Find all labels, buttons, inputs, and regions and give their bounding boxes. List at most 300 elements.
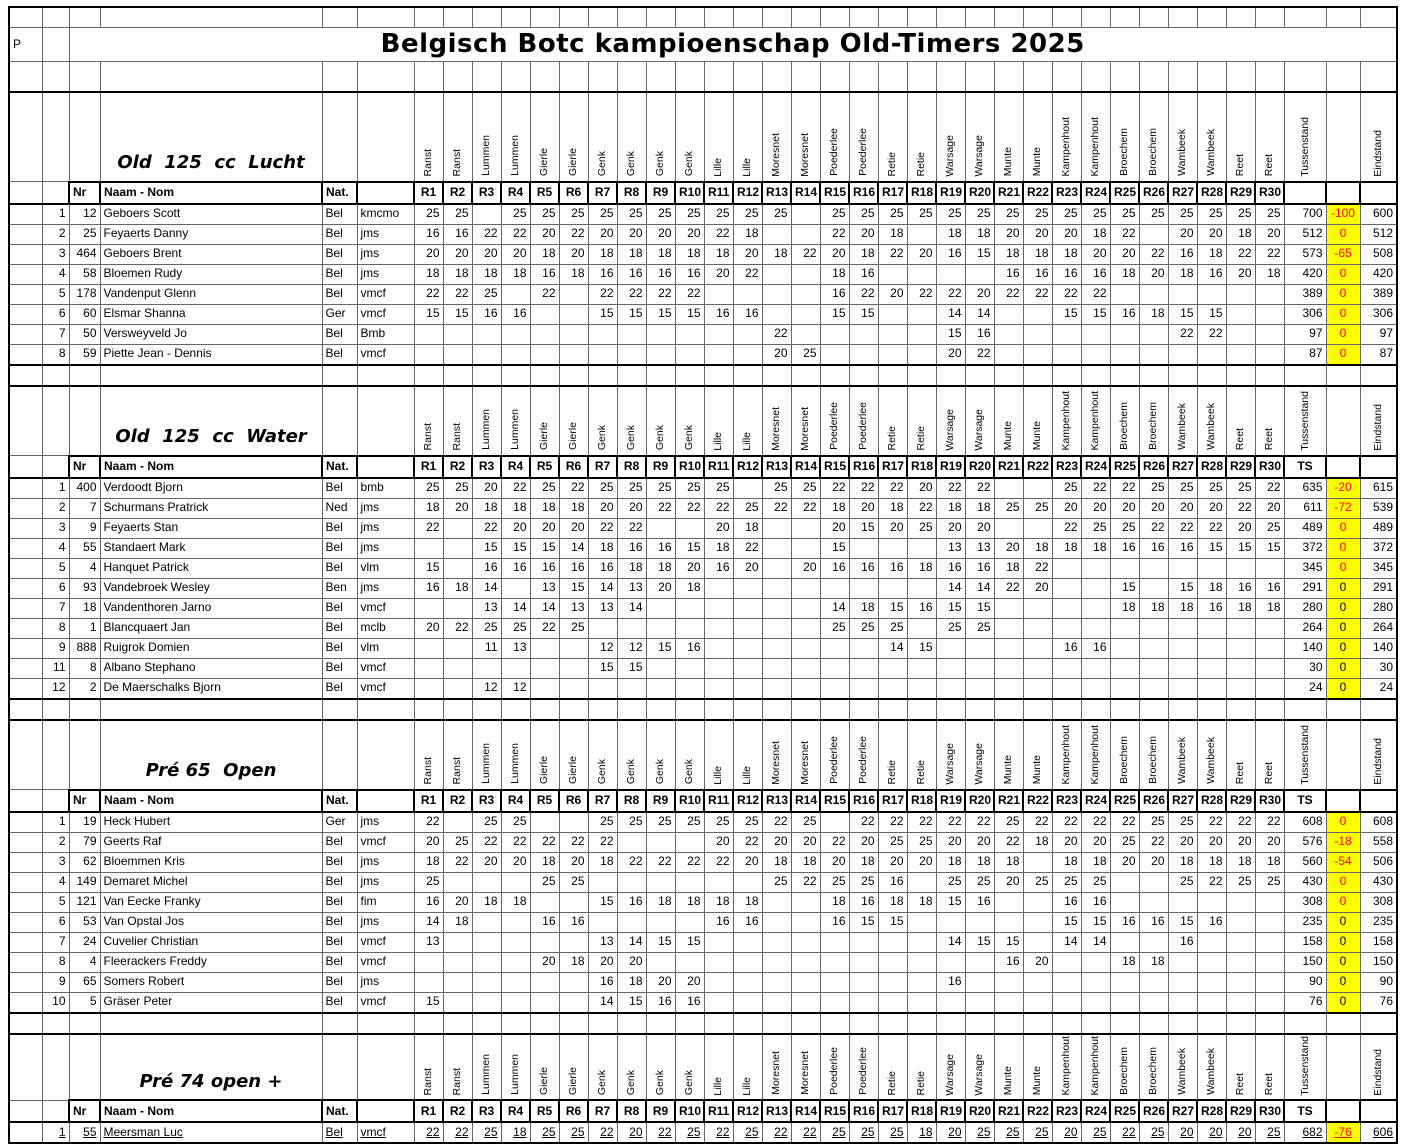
club-cell: mclb: [357, 618, 414, 638]
score-cell: 13: [559, 598, 588, 618]
score-cell: 18: [849, 244, 878, 264]
grid-cell: [1284, 62, 1326, 92]
nationality-cell: Bel: [322, 558, 357, 578]
score-cell: [1023, 598, 1052, 618]
location-header: [1081, 720, 1110, 790]
score-cell: 13: [472, 598, 501, 618]
score-cell: [965, 972, 994, 992]
score-cell: 22: [443, 284, 472, 304]
round-header: R10: [675, 182, 704, 204]
score-cell: [1110, 344, 1139, 365]
score-cell: [443, 992, 472, 1013]
grid-cell: [530, 699, 559, 720]
grid-cell: [588, 365, 617, 386]
score-cell: 18: [994, 852, 1023, 872]
score-cell: 25: [733, 812, 762, 833]
nat-header: Nat.: [322, 790, 357, 812]
score-cell: 25: [820, 872, 849, 892]
round-header: R8: [617, 790, 646, 812]
location-header: [443, 1034, 472, 1101]
score-cell: [472, 204, 501, 225]
position-cell: 8: [42, 344, 69, 365]
score-cell: 25: [1197, 478, 1226, 499]
grid-cell: [69, 1013, 100, 1034]
score-cell: 15: [1081, 912, 1110, 932]
club-cell: vmcf: [357, 992, 414, 1013]
location-header-label: Wambeek: [1176, 403, 1188, 451]
score-cell: [414, 598, 443, 618]
eindstand-header: [1360, 386, 1397, 456]
score-cell: [849, 932, 878, 952]
nationality-cell: Bel: [322, 204, 357, 225]
eindstand-cell: 506: [1360, 852, 1397, 872]
score-cell: [1226, 304, 1255, 324]
grid-cell: [791, 62, 820, 92]
score-cell: 25: [530, 478, 559, 499]
score-cell: 25: [1052, 204, 1081, 225]
score-cell: [704, 284, 733, 304]
score-cell: [472, 912, 501, 932]
score-cell: 22: [646, 852, 675, 872]
rider-name-cell: Van Opstal Jos: [100, 912, 322, 932]
margin-cell: [9, 638, 42, 658]
name-header: Naam - Nom: [100, 182, 322, 204]
rider-name-cell: Vandenput Glenn: [100, 284, 322, 304]
nationality-cell: Bel: [322, 678, 357, 699]
score-cell: 22: [1197, 324, 1226, 344]
score-cell: [588, 324, 617, 344]
grid-cell: [1081, 7, 1110, 28]
grid-cell: [617, 699, 646, 720]
score-cell: [443, 972, 472, 992]
tussenstand-cell: 420: [1284, 264, 1326, 284]
score-cell: 18: [733, 518, 762, 538]
location-header-label: Genk: [596, 759, 608, 785]
score-cell: [588, 618, 617, 638]
round-header: R23: [1052, 456, 1081, 478]
round-header: R17: [878, 790, 907, 812]
score-cell: [1139, 992, 1168, 1013]
grid-cell: [322, 699, 357, 720]
score-cell: 20: [1110, 498, 1139, 518]
location-header-label: Lille: [741, 157, 753, 177]
club-cell: jms: [357, 578, 414, 598]
score-cell: [472, 972, 501, 992]
score-cell: [1168, 558, 1197, 578]
club-cell: vmcf: [357, 678, 414, 699]
position-cell: 3: [42, 244, 69, 264]
grid-cell: [414, 1013, 443, 1034]
location-header-label: Munte: [1002, 147, 1014, 177]
grid-cell: [1226, 365, 1255, 386]
score-cell: 15: [820, 538, 849, 558]
score-cell: [1255, 344, 1284, 365]
location-header: [1255, 1034, 1284, 1101]
location-header: [907, 720, 936, 790]
score-cell: 18: [994, 558, 1023, 578]
score-cell: 25: [1226, 204, 1255, 225]
score-cell: 20: [617, 224, 646, 244]
tussenstand-cell: 308: [1284, 892, 1326, 912]
score-cell: 18: [965, 852, 994, 872]
score-cell: [762, 538, 791, 558]
round-header: R7: [588, 182, 617, 204]
score-cell: [1226, 678, 1255, 699]
location-header-label: Gierle: [538, 148, 550, 177]
score-cell: 22: [1226, 812, 1255, 833]
score-cell: 15: [1110, 578, 1139, 598]
score-cell: 25: [1197, 204, 1226, 225]
score-cell: [1139, 284, 1168, 304]
score-cell: 20: [588, 498, 617, 518]
score-cell: [1168, 658, 1197, 678]
location-header: [1081, 92, 1110, 182]
rider-name-cell: Piette Jean - Dennis: [100, 344, 322, 365]
score-cell: 13: [501, 638, 530, 658]
position-cell: 7: [42, 324, 69, 344]
location-header-label: Gierle: [538, 422, 550, 451]
round-header: R16: [849, 456, 878, 478]
score-cell: 25: [1139, 812, 1168, 833]
score-cell: 25: [965, 1122, 994, 1143]
club-header: [357, 456, 414, 478]
grid-cell: [646, 365, 675, 386]
score-cell: [849, 324, 878, 344]
score-cell: [1255, 932, 1284, 952]
score-cell: [1023, 852, 1052, 872]
score-cell: [994, 478, 1023, 499]
rider-number-cell: 8: [69, 658, 100, 678]
location-header: [965, 386, 994, 456]
score-cell: [907, 324, 936, 344]
eindstand-cell: 539: [1360, 498, 1397, 518]
location-header-label: Retie: [886, 425, 898, 451]
margin-cell: [322, 720, 357, 790]
grid-cell: [42, 699, 69, 720]
rider-name-cell: Vandenthoren Jarno: [100, 598, 322, 618]
location-header-label: Warsage: [944, 408, 956, 451]
score-cell: 15: [530, 538, 559, 558]
location-header-label: Ranst: [422, 422, 434, 451]
rider-number-cell: 4: [69, 558, 100, 578]
location-header: [1110, 1034, 1139, 1101]
score-cell: 20: [675, 224, 704, 244]
score-cell: 15: [646, 638, 675, 658]
score-cell: [849, 638, 878, 658]
score-cell: [675, 678, 704, 699]
score-cell: [820, 344, 849, 365]
score-cell: 18: [675, 244, 704, 264]
score-cell: [1226, 344, 1255, 365]
round-header: R25: [1110, 182, 1139, 204]
score-cell: [617, 324, 646, 344]
location-header-label: Lille: [741, 431, 753, 451]
score-cell: [530, 972, 559, 992]
location-header-label: Retie: [915, 1070, 927, 1096]
score-cell: 18: [907, 1122, 936, 1143]
score-cell: 18: [588, 538, 617, 558]
score-cell: [588, 912, 617, 932]
score-cell: [733, 972, 762, 992]
location-header: [617, 386, 646, 456]
score-cell: 22: [1110, 1122, 1139, 1143]
score-cell: 18: [878, 498, 907, 518]
grid-cell: [69, 62, 100, 92]
score-cell: [414, 658, 443, 678]
round-header: R10: [675, 790, 704, 812]
score-cell: [1110, 678, 1139, 699]
name-header: Naam - Nom: [100, 790, 322, 812]
score-cell: 20: [1081, 244, 1110, 264]
score-cell: 20: [1197, 498, 1226, 518]
grid-cell: [994, 699, 1023, 720]
penalty-cell: -20: [1326, 478, 1360, 499]
club-cell: vmcf: [357, 304, 414, 324]
round-header: R19: [936, 456, 965, 478]
grid-cell: [907, 699, 936, 720]
round-header: R12: [733, 182, 762, 204]
club-cell: jms: [357, 244, 414, 264]
grid-cell: [965, 699, 994, 720]
grid-cell: [472, 365, 501, 386]
score-cell: 25: [675, 478, 704, 499]
score-cell: 16: [443, 224, 472, 244]
grid-cell: [762, 62, 791, 92]
location-header: [1139, 1034, 1168, 1101]
nationality-cell: Bel: [322, 284, 357, 304]
grid-cell: [1284, 7, 1326, 28]
score-cell: [936, 264, 965, 284]
score-cell: 18: [1139, 598, 1168, 618]
score-cell: 20: [1139, 498, 1168, 518]
score-cell: [820, 324, 849, 344]
rider-number-cell: 55: [69, 538, 100, 558]
score-cell: 20: [965, 832, 994, 852]
score-cell: [472, 932, 501, 952]
score-cell: 20: [588, 224, 617, 244]
score-cell: 16: [1023, 264, 1052, 284]
ts-header: TS: [1284, 456, 1326, 478]
page-title: Belgisch Botc kampioenschap Old-Timers 2025: [69, 28, 1397, 62]
eindstand-cell: 97: [1360, 324, 1397, 344]
tussenstand-cell: 306: [1284, 304, 1326, 324]
score-cell: 22: [733, 832, 762, 852]
club-header: [357, 182, 414, 204]
penalty-cell: 0: [1326, 812, 1360, 833]
grid-cell: [733, 7, 762, 28]
rider-number-cell: 24: [69, 932, 100, 952]
score-cell: 25: [646, 204, 675, 225]
score-cell: 20: [1197, 832, 1226, 852]
nationality-cell: Bel: [322, 324, 357, 344]
round-header: R18: [907, 790, 936, 812]
score-cell: 20: [936, 832, 965, 852]
score-cell: [994, 618, 1023, 638]
score-cell: 15: [588, 892, 617, 912]
round-header: R18: [907, 456, 936, 478]
score-cell: 22: [559, 224, 588, 244]
score-cell: [501, 992, 530, 1013]
round-header: R10: [675, 456, 704, 478]
rider-number-cell: 464: [69, 244, 100, 264]
score-cell: 25: [1139, 1122, 1168, 1143]
score-cell: [1255, 992, 1284, 1013]
round-header: R9: [646, 456, 675, 478]
score-cell: 14: [501, 598, 530, 618]
score-cell: [791, 264, 820, 284]
grid-cell: [322, 1013, 357, 1034]
round-header: R22: [1023, 182, 1052, 204]
score-cell: 15: [501, 538, 530, 558]
rider-number-cell: 888: [69, 638, 100, 658]
score-cell: [530, 344, 559, 365]
rider-name-cell: Geboers Scott: [100, 204, 322, 225]
score-cell: 16: [1168, 538, 1197, 558]
location-header: [1197, 720, 1226, 790]
score-cell: 25: [501, 204, 530, 225]
round-header: R6: [559, 182, 588, 204]
location-header-label: Wambeek: [1176, 1048, 1188, 1096]
tussenstand-cell: 576: [1284, 832, 1326, 852]
score-cell: 16: [733, 304, 762, 324]
round-header: R21: [994, 790, 1023, 812]
location-header-label: Poederlee: [828, 128, 840, 177]
score-cell: [1110, 932, 1139, 952]
margin-cell: [69, 1034, 100, 1101]
score-cell: 18: [414, 852, 443, 872]
grid-cell: [443, 1013, 472, 1034]
score-cell: 18: [1226, 598, 1255, 618]
penalty-cell: -65: [1326, 244, 1360, 264]
score-cell: 20: [1226, 518, 1255, 538]
club-cell: jms: [357, 812, 414, 833]
score-cell: [878, 932, 907, 952]
score-cell: [994, 658, 1023, 678]
tussenstand-header: [1284, 92, 1326, 182]
location-header-label: Kampenhout: [1089, 1035, 1101, 1096]
eindstand-cell: 608: [1360, 812, 1397, 833]
score-cell: [733, 872, 762, 892]
rider-name-cell: Feyaerts Danny: [100, 224, 322, 244]
score-cell: [1168, 972, 1197, 992]
location-header-label: Kampenhout: [1089, 116, 1101, 177]
round-header: R30: [1255, 790, 1284, 812]
grid-cell: [1052, 7, 1081, 28]
penalty-cell: 0: [1326, 992, 1360, 1013]
score-cell: 20: [1168, 1122, 1197, 1143]
margin-cell: [9, 244, 42, 264]
score-cell: 15: [1168, 304, 1197, 324]
score-cell: [704, 972, 733, 992]
score-cell: 22: [617, 852, 646, 872]
grid-cell: [1168, 365, 1197, 386]
location-header: [762, 92, 791, 182]
grid-cell: [501, 1013, 530, 1034]
grid-cell: [530, 365, 559, 386]
score-cell: [1139, 578, 1168, 598]
score-cell: 22: [1110, 812, 1139, 833]
grid-cell: [646, 62, 675, 92]
grid-cell: [530, 62, 559, 92]
score-cell: 25: [994, 204, 1023, 225]
grid-cell: [443, 699, 472, 720]
section-title: Pré 74 open +: [100, 1034, 322, 1101]
score-cell: [559, 284, 588, 304]
score-cell: [762, 932, 791, 952]
grid-cell: [501, 7, 530, 28]
score-cell: 25: [646, 812, 675, 833]
score-cell: 25: [1139, 204, 1168, 225]
score-cell: 20: [1168, 498, 1197, 518]
score-cell: [907, 578, 936, 598]
score-cell: [907, 658, 936, 678]
score-cell: [588, 344, 617, 365]
score-cell: 18: [617, 558, 646, 578]
score-cell: 22: [907, 284, 936, 304]
location-header: [501, 1034, 530, 1101]
score-cell: 25: [704, 204, 733, 225]
location-header: [704, 386, 733, 456]
location-header: [1023, 720, 1052, 790]
round-header: R28: [1197, 790, 1226, 812]
penalty-cell: 0: [1326, 972, 1360, 992]
score-cell: [646, 518, 675, 538]
nationality-cell: Ger: [322, 812, 357, 833]
score-cell: 25: [1052, 872, 1081, 892]
margin-cell: [9, 224, 42, 244]
tussenstand-header-label: Tussenstand: [1298, 1035, 1311, 1096]
eindstand-header-cell: [1360, 790, 1397, 812]
eindstand-cell: 489: [1360, 518, 1397, 538]
nationality-cell: Bel: [322, 638, 357, 658]
score-cell: 18: [501, 264, 530, 284]
round-header: R29: [1226, 456, 1255, 478]
nat-header: Nat.: [322, 182, 357, 204]
grid-cell: [704, 365, 733, 386]
tussenstand-cell: 700: [1284, 204, 1326, 225]
score-cell: [414, 952, 443, 972]
score-cell: [1081, 658, 1110, 678]
grid-cell: [1168, 7, 1197, 28]
score-cell: 18: [1110, 598, 1139, 618]
score-cell: [704, 658, 733, 678]
location-header: [1052, 386, 1081, 456]
rider-number-cell: 1: [69, 618, 100, 638]
score-cell: 16: [472, 558, 501, 578]
score-cell: [443, 812, 472, 833]
score-cell: [704, 578, 733, 598]
location-header: [1197, 1034, 1226, 1101]
score-cell: 13: [936, 538, 965, 558]
score-cell: 18: [878, 892, 907, 912]
score-cell: 18: [617, 972, 646, 992]
score-cell: [1052, 972, 1081, 992]
score-cell: [965, 952, 994, 972]
rider-number-cell: 178: [69, 284, 100, 304]
score-cell: 22: [1226, 244, 1255, 264]
score-cell: [762, 638, 791, 658]
round-header: R14: [791, 1100, 820, 1122]
score-cell: 22: [1081, 478, 1110, 499]
score-cell: [1081, 598, 1110, 618]
score-cell: 14: [617, 598, 646, 618]
score-cell: 16: [1139, 912, 1168, 932]
round-header: R3: [472, 182, 501, 204]
round-header: R6: [559, 1100, 588, 1122]
location-header: [472, 1034, 501, 1101]
grid-cell: [1110, 1013, 1139, 1034]
score-cell: [1023, 972, 1052, 992]
